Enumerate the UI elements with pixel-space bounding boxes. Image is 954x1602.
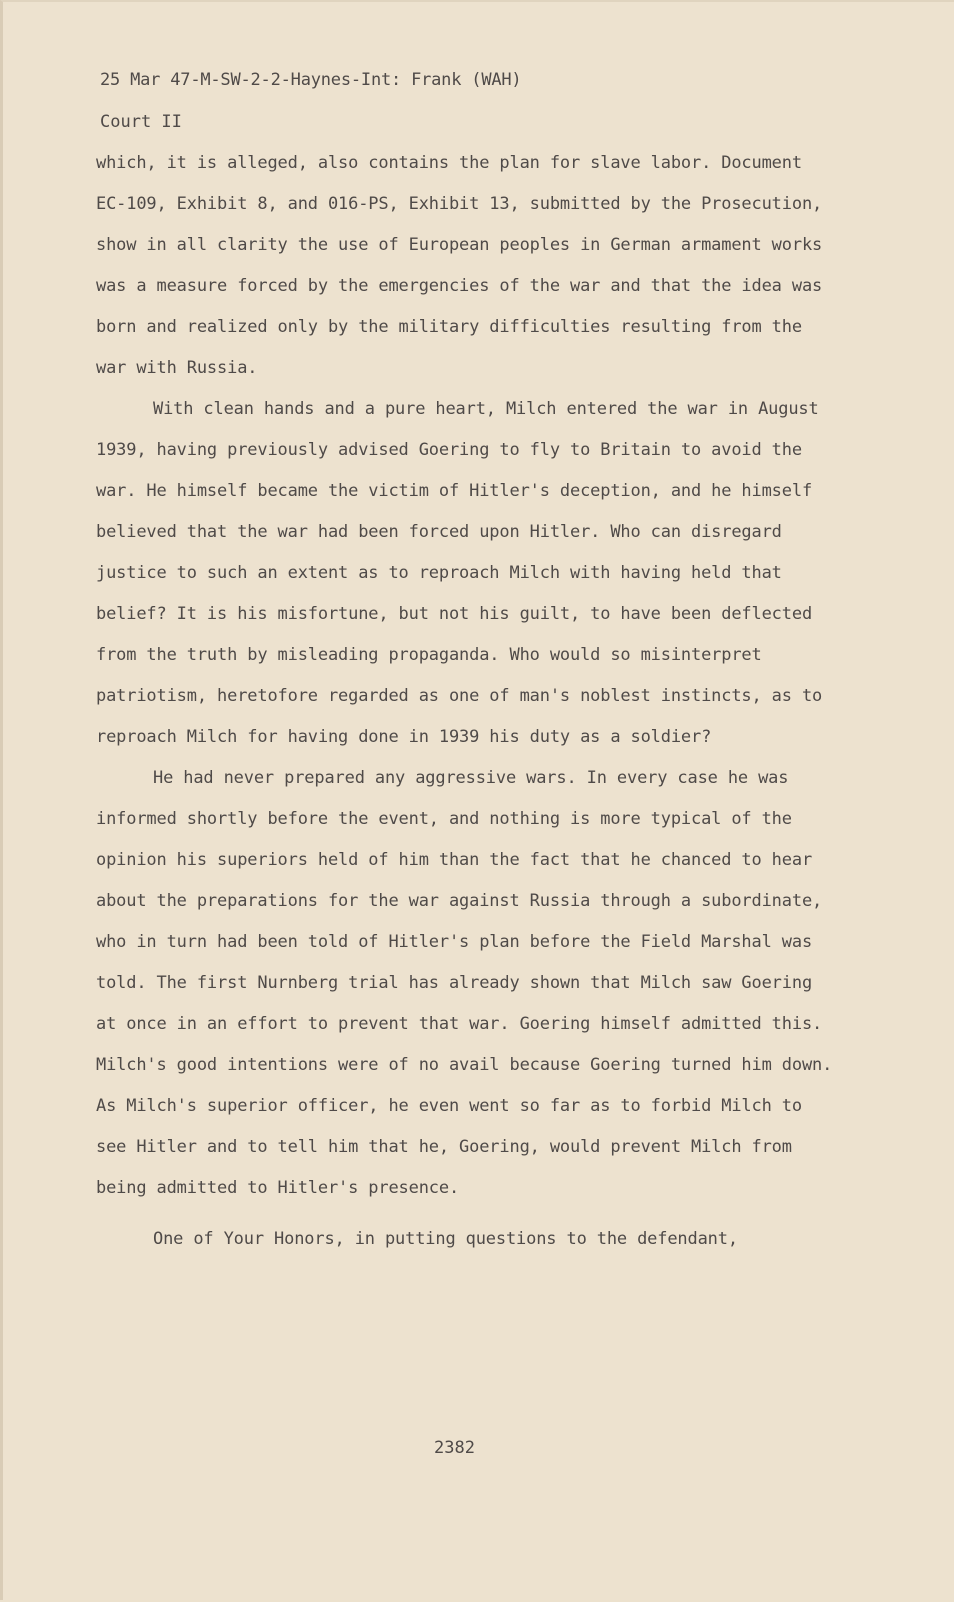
text-line: war. He himself became the victim of Hitler's deception, and he himself <box>96 481 813 501</box>
document-header-reference: 25 Mar 47-M-SW-2-2-Haynes-Int: Frank (WAH) <box>100 70 522 90</box>
text-line: He had never prepared any aggressive wars. In every case he was <box>153 768 789 788</box>
text-line: EC-109, Exhibit 8, and 016-PS, Exhibit 13, submitted by the Prosecution, <box>96 194 823 214</box>
text-line: born and realized only by the military difficulties resulting from the <box>96 317 802 337</box>
text-line: about the preparations for the war against Russia through a subordinate, <box>96 891 823 911</box>
text-line: belief? It is his misfortune, but not his guilt, to have been deflected <box>96 604 813 624</box>
text-line: With clean hands and a pure heart, Milch entered the war in August <box>153 399 819 419</box>
text-line: told. The first Nurnberg trial has already shown that Milch saw Goering <box>96 973 813 993</box>
text-line: from the truth by misleading propaganda. Who would so misinterpret <box>96 645 762 665</box>
text-line: believed that the war had been forced upon Hitler. Who can disregard <box>96 522 782 542</box>
text-line: informed shortly before the event, and nothing is more typical of the <box>96 809 792 829</box>
court-label: Court II <box>100 112 182 132</box>
text-line: justice to such an extent as to reproach Milch with having held that <box>96 563 782 583</box>
text-line: opinion his superiors held of him than the fact that he chanced to hear <box>96 850 813 870</box>
text-line: As Milch's superior officer, he even went so far as to forbid Milch to <box>96 1096 802 1116</box>
text-line: who in turn had been told of Hitler's plan before the Field Marshal was <box>96 932 813 952</box>
text-line: war with Russia. <box>96 358 258 378</box>
page-number: 2382 <box>434 1438 475 1458</box>
text-line: 1939, having previously advised Goering to fly to Britain to avoid the <box>96 440 802 460</box>
document-body <box>3 2 954 1602</box>
text-line: see Hitler and to tell him that he, Goering, would prevent Milch from <box>96 1137 792 1157</box>
text-line: patriotism, heretofore regarded as one of man's noblest instincts, as to <box>96 686 823 706</box>
text-line: Milch's good intentions were of no avail because Goering turned him down. <box>96 1055 833 1075</box>
text-line: being admitted to Hitler's presence. <box>96 1178 460 1198</box>
text-line: reproach Milch for having done in 1939 his duty as a soldier? <box>96 727 712 747</box>
text-line: One of Your Honors, in putting questions to the defendant, <box>153 1229 738 1249</box>
text-line: was a measure forced by the emergencies of the war and that the idea was <box>96 276 823 296</box>
text-line: show in all clarity the use of European peoples in German armament works <box>96 235 823 255</box>
text-line: at once in an effort to prevent that war. Goering himself admitted this. <box>96 1014 823 1034</box>
text-line: which, it is alleged, also contains the plan for slave labor. Document <box>96 153 802 173</box>
